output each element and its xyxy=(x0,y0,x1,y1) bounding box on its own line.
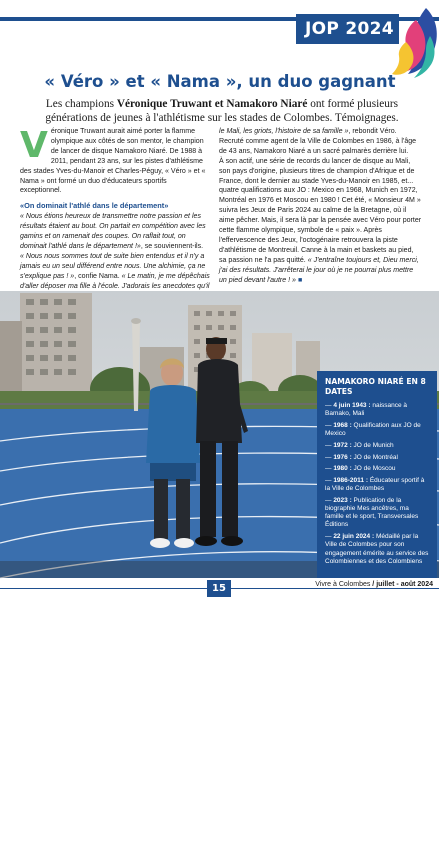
body-text: À son actif, une série de records du lancer de disque au Mali, son pays d'origine, plusieurs titres de champion d'Afrique et de France, dont le dernier au stade Yves-du-Manoir en 1985, et... quatre qualifications aux JO : Mexico en 1968, Munich en 1972, Montréal en 1976 et Moscou en 1980 ! Cet été, « Monsieur 4M » suivra les Jeux de Paris 2024 au calme de la Bretagne, où il aime pêcher. Mais, il sera là par la pensée avec Véro pour porter cette flamme olympique, symbole de « paix ». Après l'effervescence des Jeux, l'octogénaire retrouvera la piste d'athlétisme de Montreuil. Canne à la main et baskets au pied, sa passion ne l'a pas quitté. xyxy=(219,157,422,264)
footer-issue xyxy=(311,581,433,588)
timeline-text: JO de Munich xyxy=(351,441,394,449)
timeline-date: 1968 : xyxy=(333,421,352,429)
article-column-left xyxy=(20,127,210,301)
timeline-title: NAMAKORO NIARÉ EN 8 DATES xyxy=(325,377,426,396)
timeline-item: — 1972 : JO de Munich xyxy=(325,441,394,449)
timeline-text: Publication de la biographie Mes ancêtres, ma famille et le sport, Transversales Éditions xyxy=(325,496,419,529)
attribution-text: , se souviennent-ils. xyxy=(140,242,204,250)
timeline-date: 1980 : xyxy=(333,465,352,473)
lead-names: Véronique Truwant et Namakoro Niaré xyxy=(116,98,308,110)
quote-text: « Le matin, je me dépêchais d'aller déposer ma fille à l'école. J'adorais les anecdotes qu'il xyxy=(20,272,210,290)
timeline-date: 1986-2011 : xyxy=(333,476,369,484)
attribution-text: , confie Nama. xyxy=(74,272,122,280)
olympic-flame-logo xyxy=(386,6,439,80)
timeline-text: Médaillé par la Ville de Colombes pour son engagement émérite au service des Colombiennes et des Colombiens xyxy=(325,533,429,565)
article-column-right xyxy=(219,127,422,286)
lead-text-start: Les champions xyxy=(45,98,117,110)
body-text: , rebondit Véro. Recruté comme agent de la Ville de Colombes en 1986, à l'âge de 43 ans, Namakoro Niaré a un sacré palmarès derrière lui. xyxy=(219,128,417,155)
drop-cap: V xyxy=(20,125,48,166)
article-lead xyxy=(36,97,408,125)
article-title: « Véro » et « Nama », un duo gagnant xyxy=(44,72,396,91)
body-paragraph-2 xyxy=(219,157,422,286)
timeline-list xyxy=(325,402,429,566)
timeline-item: — 22 juin 2024 : Médaillé par la Ville de Colombes pour son engagement émérite au service des Colombiennes et des Colombiens xyxy=(325,533,429,565)
timeline-item: — 4 juin 1943 : naissance à Bamako, Mali xyxy=(325,402,408,418)
timeline-date: 1972 : xyxy=(333,441,352,449)
timeline-item: — 1980 : JO de Moscou xyxy=(325,465,396,473)
timeline-text: JO de Moscou xyxy=(351,465,396,473)
intro-paragraph xyxy=(20,127,210,196)
section-tag: JOP 2024 xyxy=(296,14,399,44)
timeline-text: naissance à Bamako, Mali xyxy=(325,402,408,418)
footer-rule-right xyxy=(231,588,439,589)
timeline-text: JO de Montréal xyxy=(351,453,398,461)
timeline-box xyxy=(317,371,437,578)
timeline-date: 22 juin 2024 : xyxy=(333,533,375,541)
timeline-date: 4 juin 1943 : xyxy=(333,402,371,409)
magazine-name: Vivre à Colombes xyxy=(315,581,371,588)
timeline-item: — 2023 : Publication de la biographie Mes ancêtres, ma famille et le sport, Transversales Éditions xyxy=(325,496,419,529)
intro-text: éronique Truwant aurait aimé porter la flamme olympique aux côtés de son mentor, le champion de lancer de disque Namakoro Niaré. De 1988 à 2011, pendant 23 ans, sur les pistes d'athlétisme des stades Yves-du-Manoir et Charles-Péguy, « Véro » et « Nama » ont formé un duo d'éducateurs sportifs exceptionnel. xyxy=(20,128,206,195)
lead-text-end: ont formé plusieurs générations de jeunes à l'athlétisme sur les stades de Colombes. Témoignages. xyxy=(45,98,399,124)
quote-paragraph-1 xyxy=(20,212,210,252)
timeline-item: — 1986-2011 : Éducateur sportif à la Ville de Colombes xyxy=(325,476,425,493)
body-paragraph-1 xyxy=(219,127,422,157)
issue-date: / juillet - août 2024 xyxy=(370,581,433,588)
section-subheading: «On dominait l'athlé dans le département» xyxy=(20,201,169,211)
footer-rule-left xyxy=(0,588,207,589)
timeline-text: Éducateur sportif à la Ville de Colombes xyxy=(325,476,425,493)
timeline-item: — 1976 : JO de Montréal xyxy=(325,453,398,461)
timeline-text: Qualification aux JO de Mexico xyxy=(325,421,421,438)
quote-text: le Mali, les griots, l'histoire de sa famille » xyxy=(219,128,349,135)
timeline-date: 2023 : xyxy=(333,496,352,504)
quote-text: « J'entraîne toujours et, Dieu merci, j'ai des résultats. J'arrêterai le jour où je ne pourrai plus mettre un pied devant l'autre ! » xyxy=(219,256,419,284)
quote-text: « Nous nous sommes tout de suite bien entendus et il n'y a jamais eu un seul différend entre nous. Une alchimie, ça ne s'explique pas ! » xyxy=(20,252,206,280)
quote-text: « Nous étions heureux de transmettre notre passion et les résultats étaient au bout. On partait en compétition avec les gamins et on ramenait des coupes. On raflait tout, on dominait l'athlé dans le département !» xyxy=(20,213,206,250)
timeline-date: 1976 : xyxy=(333,453,352,461)
page-number: 15 xyxy=(207,580,231,597)
timeline-item: — 1968 : Qualification aux JO de Mexico xyxy=(325,421,421,438)
photo-caption: Véronique Truwant et Namakoro Niaré, devant la tour du 12, avenue Audra, où Namakoro a vécu pendant 30 ans, de 1979 à 2009. xyxy=(3,858,316,864)
end-mark-icon: ■ xyxy=(297,276,303,284)
